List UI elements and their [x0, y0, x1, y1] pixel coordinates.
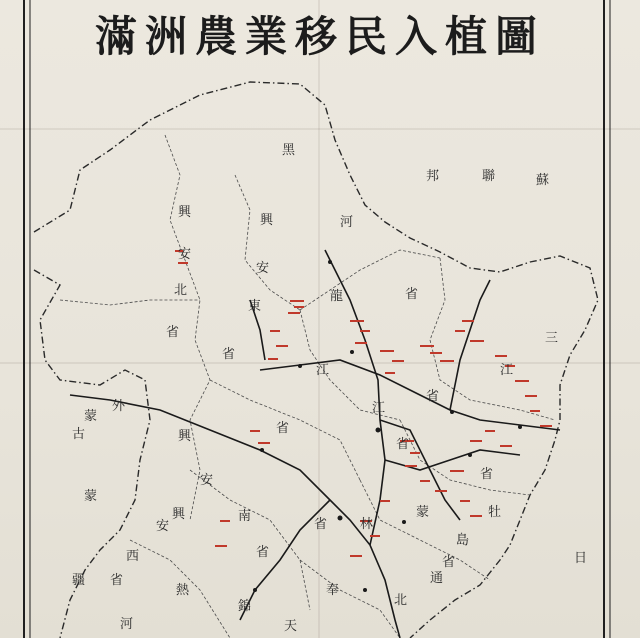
label-mengjiang-2: 疆	[72, 573, 86, 588]
label-heilong-3: 省	[405, 287, 419, 302]
label-waimeng-3: 古	[72, 427, 86, 442]
label-xingannan-2: 安	[200, 473, 214, 488]
label-soviet-3: 邦	[426, 169, 440, 184]
label-heihe-2: 河	[340, 215, 354, 230]
label-fengtian-1: 奉	[326, 583, 340, 598]
label-jiandao-3: 省	[442, 555, 456, 570]
label-xinganxi-1: 興	[172, 507, 186, 522]
label-jiandao-2: 島	[456, 533, 470, 548]
label-xingannan-3: 南	[238, 509, 252, 524]
region-labels	[72, 143, 587, 634]
label-xingandong-2: 安	[256, 261, 270, 276]
label-xinganbei-4: 省	[166, 325, 180, 340]
sheet-frame	[24, 0, 610, 638]
label-rehe-2: 河	[120, 617, 134, 632]
label-mengjiang-1: 蒙	[84, 489, 98, 504]
label-heihe-1: 黑	[282, 143, 296, 158]
label-waimeng-1: 外	[112, 399, 126, 414]
label-xinganbei-3: 北	[174, 283, 188, 298]
station-dots	[253, 260, 522, 592]
label-heilong-2: 江	[316, 363, 330, 378]
label-jinzhou: 錦	[238, 599, 252, 614]
label-sanjiang-1: 三	[545, 331, 559, 346]
label-rehe-1: 熱	[176, 583, 190, 598]
label-xingannan-4: 省	[256, 545, 270, 560]
national-border	[34, 82, 598, 638]
label-xinganxi-4: 省	[110, 573, 124, 588]
national-border	[34, 270, 150, 638]
label-binjiang-2: 江	[372, 401, 386, 416]
label-sanjiang-2: 江	[500, 363, 514, 378]
label-tonghua-1: 通	[430, 571, 444, 586]
label-xingandong-1: 興	[260, 213, 274, 228]
label-xinganbei-1: 興	[178, 205, 192, 220]
label-jilin-2: 省	[314, 517, 328, 532]
label-fengtian-2: 天	[284, 619, 298, 634]
label-jilin-1: 林	[360, 517, 374, 532]
label-binjiang-3: 省	[276, 421, 290, 436]
label-japan: 日	[574, 551, 588, 566]
label-xinganxi-2: 安	[156, 519, 170, 534]
label-gu: 蒙	[416, 505, 430, 520]
label-xingandong-4: 省	[222, 347, 236, 362]
label-heilong-1: 龍	[330, 289, 344, 304]
label-soviet-2: 聯	[482, 169, 496, 184]
label-xingannan-1: 興	[178, 429, 192, 444]
label-jiandao-1: 省	[396, 437, 410, 452]
label-soviet-1: 蘇	[536, 173, 550, 188]
label-xinganbei-2: 安	[178, 247, 192, 262]
label-xingandong-3: 東	[248, 299, 262, 314]
label-sanjiang-3: 省	[426, 389, 440, 404]
label-mudan-1: 牡	[488, 505, 502, 520]
label-mudan-2: 省	[480, 467, 494, 482]
label-xinganxi-3: 西	[126, 549, 140, 564]
label-waimeng-2: 蒙	[84, 409, 98, 424]
label-andong: 北	[394, 593, 408, 608]
map-title: 滿洲農業移民入植圖	[94, 12, 545, 61]
